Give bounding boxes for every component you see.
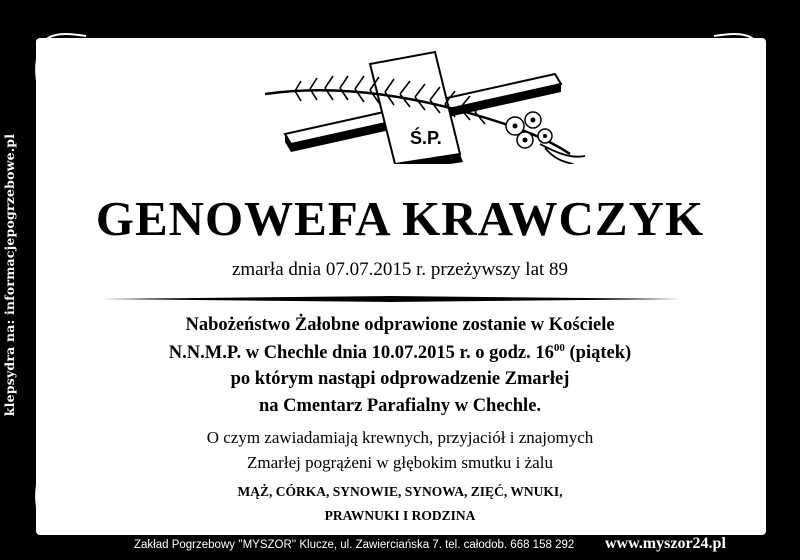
sp-abbreviation: Ś.P. (410, 128, 442, 148)
side-watermark-text: klepsydra na: informacjepogrzebowe.pl (2, 133, 17, 417)
service-time-minutes: 00 (553, 342, 565, 354)
mourners-line-1: MĄŻ, CÓRKA, SYNOWIE, SYNOWA, ZIĘĆ, WNUKI, (237, 484, 563, 499)
death-info: zmarła dnia 07.07.2015 r. przeżywszy lat 89 (231, 259, 569, 280)
service-time-text: N.N.M.P. w Chechle dnia 10.07.2015 r. o godz. 16 (168, 343, 554, 364)
announcement-line-1: Nabożeństwo Żałobne odprawione zostanie w Kościele (185, 315, 615, 335)
mourners-line-2: PRAWNUKI I RODZINA (324, 508, 476, 523)
announcement-line-6: Zmarłej pogrążeni w głębokim smutku i żalu (247, 453, 553, 472)
announcement-line-3: po którym nastąpi odprowadzenie Zmarłej (230, 369, 570, 389)
announcement-line-2 (0, 342, 800, 364)
announcement-line-5: O czym zawiadamiają krewnych, przyjaciół i znajomych (206, 428, 594, 447)
announcement-line-4: na Cmentarz Parafialny w Chechle. (258, 396, 542, 416)
divider-line (100, 296, 680, 302)
service-day: (piątek) (564, 343, 632, 364)
funeral-home-info: Zakład Pogrzebowy ''MYSZOR'' Klucze, ul. Zawierciańska 7. tel. całodob. 668 158 292 (134, 539, 575, 551)
deceased-name: GENOWEFA KRAWCZYK (95, 191, 705, 246)
website-link[interactable]: www.myszor24.pl (605, 535, 726, 552)
